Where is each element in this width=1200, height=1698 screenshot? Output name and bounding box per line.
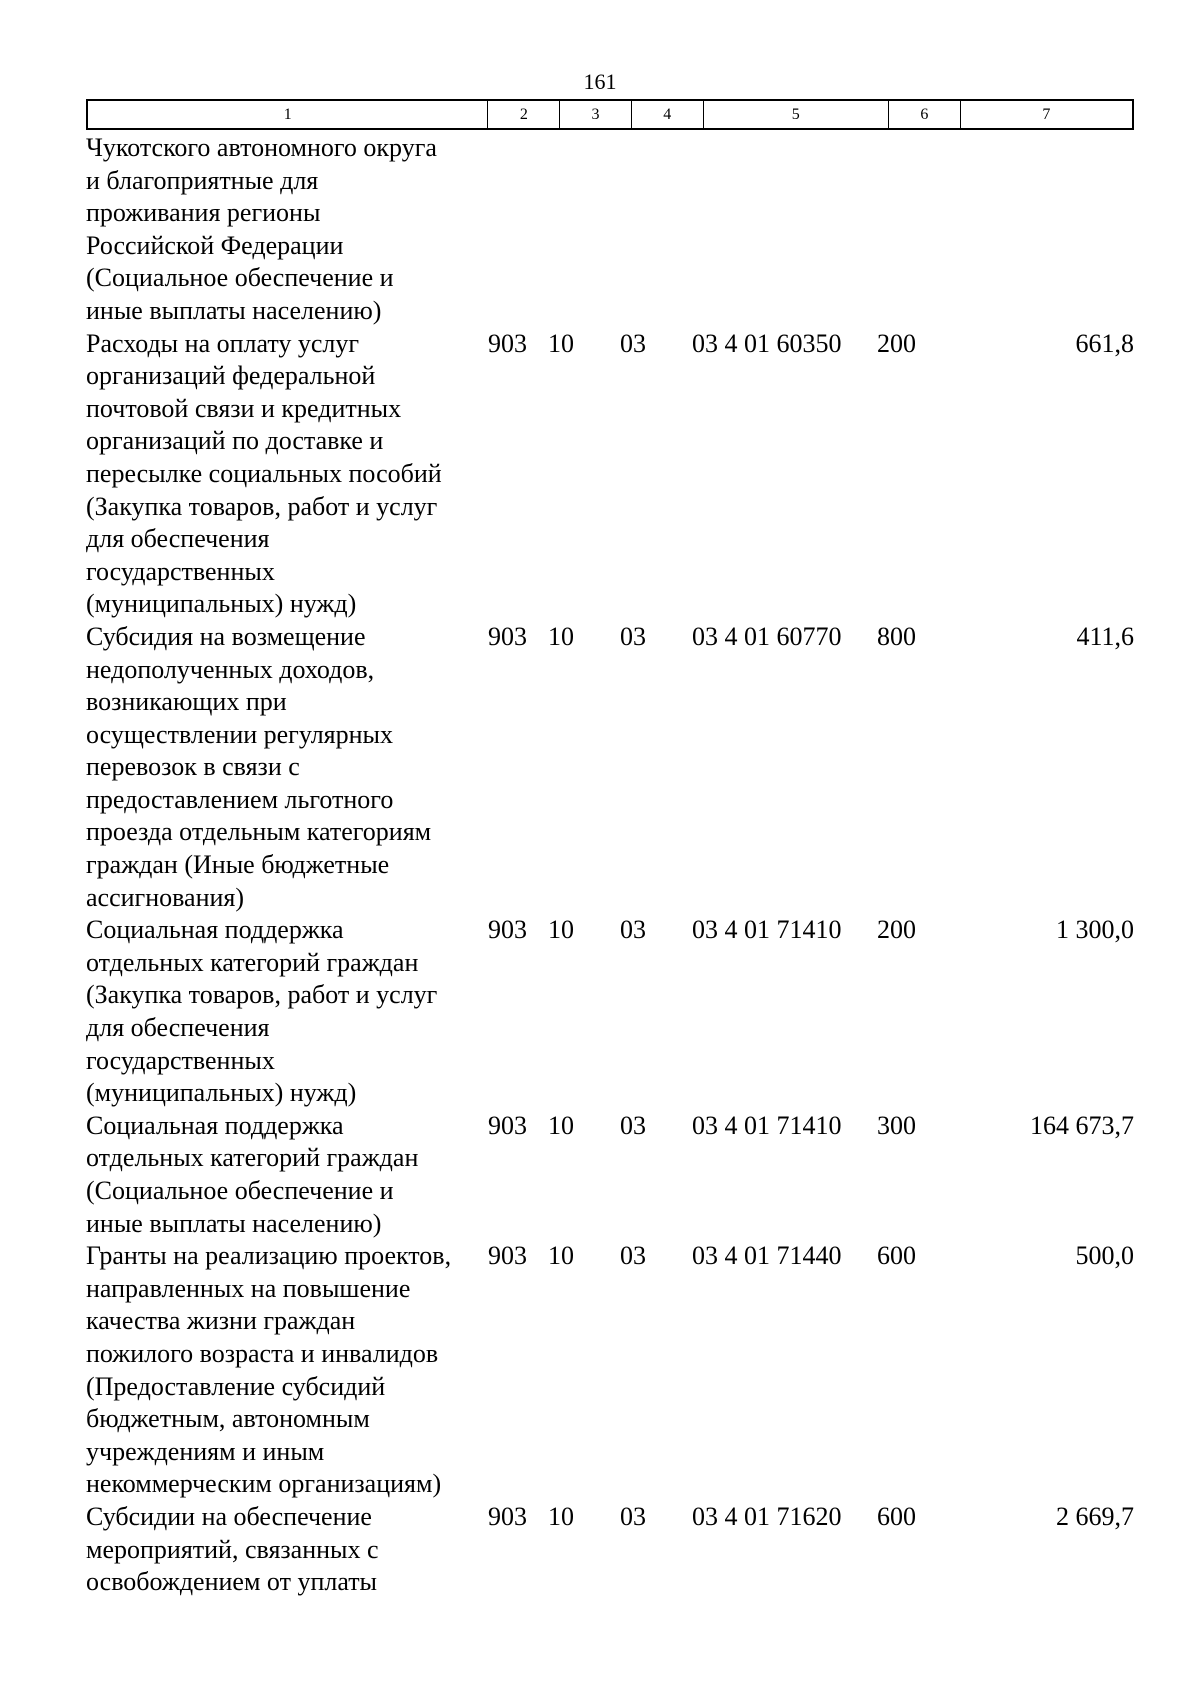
row-code-5: [692, 132, 877, 328]
row-code-2: 903: [488, 1110, 527, 1140]
row-code-2: 903: [488, 328, 527, 358]
row-code-6: 200: [877, 915, 916, 945]
row-code-3: [548, 132, 620, 328]
row-code-6: 300: [877, 1110, 916, 1140]
row-code-3: 10: [548, 1241, 574, 1271]
row-code-2: 903: [488, 915, 527, 945]
row-code-6: 600: [877, 1501, 916, 1531]
row-code-5: 03 4 01 60350: [692, 328, 842, 358]
row-code-5: 03 4 01 71620: [692, 1501, 842, 1531]
row-code-3: 10: [548, 1501, 574, 1531]
row-code-4: 03: [620, 621, 646, 651]
table-row: [86, 328, 1134, 621]
table-header: [86, 99, 1134, 130]
row-code-6: 600: [877, 1241, 916, 1271]
row-amount: 164 673,7: [1030, 1110, 1134, 1140]
row-code-5: 03 4 01 60770: [692, 621, 842, 651]
row-code-5: 03 4 01 71410: [692, 915, 842, 945]
table-row: [86, 1110, 1134, 1240]
table-body: [86, 132, 1134, 1599]
page-number: 161: [583, 69, 617, 94]
row-description: Расходы на оплату услуг организаций федеральной почтовой связи и кредитных организаций по доставке и пересылке социальных пособий (Закупка товаров, работ и услуг для обеспечения государственных (муниципальных) нужд): [86, 328, 442, 619]
row-code-2: 903: [488, 621, 527, 651]
column-header-1: 1: [88, 101, 488, 128]
row-description: Чукотского автономного округа и благоприятные для проживания регионы Российской Федерации (Социальное обеспечение и иные выплаты населению): [86, 133, 437, 325]
row-code-3: 10: [548, 1110, 574, 1140]
row-code-3: 10: [548, 621, 574, 651]
column-header-6: 6: [889, 101, 961, 128]
row-code-4: 03: [620, 1241, 646, 1271]
row-code-2: 903: [488, 1501, 527, 1531]
row-code-3: 10: [548, 915, 574, 945]
row-code-6: 200: [877, 328, 916, 358]
row-code-4: 03: [620, 1501, 646, 1531]
table-row: [86, 914, 1134, 1110]
row-code-4: 03: [620, 915, 646, 945]
row-code-6: 800: [877, 621, 916, 651]
row-amount: 661,8: [1075, 328, 1134, 358]
row-code-4: [620, 132, 692, 328]
row-code-3: 10: [548, 328, 574, 358]
row-code-4: 03: [620, 328, 646, 358]
row-amount: 500,0: [1075, 1241, 1134, 1271]
row-code-2: 903: [488, 1241, 527, 1271]
row-description: Гранты на реализацию проектов, направленных на повышение качества жизни граждан пожилого возраста и инвалидов (Предоставление субсидий бюджетным, автономным учреждениям и иным некоммерческим организациям): [86, 1241, 452, 1499]
row-code-5: 03 4 01 71410: [692, 1110, 842, 1140]
column-header-4: 4: [632, 101, 704, 128]
column-header-7: 7: [1042, 106, 1051, 123]
table-row: [86, 1240, 1134, 1501]
row-code-5: 03 4 01 71440: [692, 1241, 842, 1271]
row-code-2: [488, 132, 548, 328]
table-row: [86, 132, 1134, 328]
table-row: [86, 621, 1134, 914]
row-description: Социальная поддержка отдельных категорий граждан (Социальное обеспечение и иные выплаты населению): [86, 1110, 419, 1238]
row-description: Социальная поддержка отдельных категорий граждан (Закупка товаров, работ и услуг для обеспечения государственных (муниципальных) нужд): [86, 915, 438, 1108]
row-description: Субсидии на обеспечение мероприятий, связанных с освобождением от уплаты: [86, 1501, 379, 1597]
row-code-6: [877, 132, 957, 328]
column-header-3: 3: [560, 101, 632, 128]
row-amount: [957, 132, 1134, 328]
row-code-4: 03: [620, 1110, 646, 1140]
row-description: Субсидия на возмещение недополученных доходов, возникающих при осуществлении регулярных перевозок в связи с предоставлением льготного проезда отдельным категориям граждан (Иные бюджетные ассигнования): [86, 621, 432, 912]
column-header-5: 5: [704, 101, 889, 128]
column-header-2: 2: [488, 101, 560, 128]
row-amount: 411,6: [1076, 621, 1134, 651]
row-amount: 1 300,0: [1056, 915, 1134, 945]
table-row: [86, 1501, 1134, 1599]
row-amount: 2 669,7: [1056, 1501, 1134, 1531]
